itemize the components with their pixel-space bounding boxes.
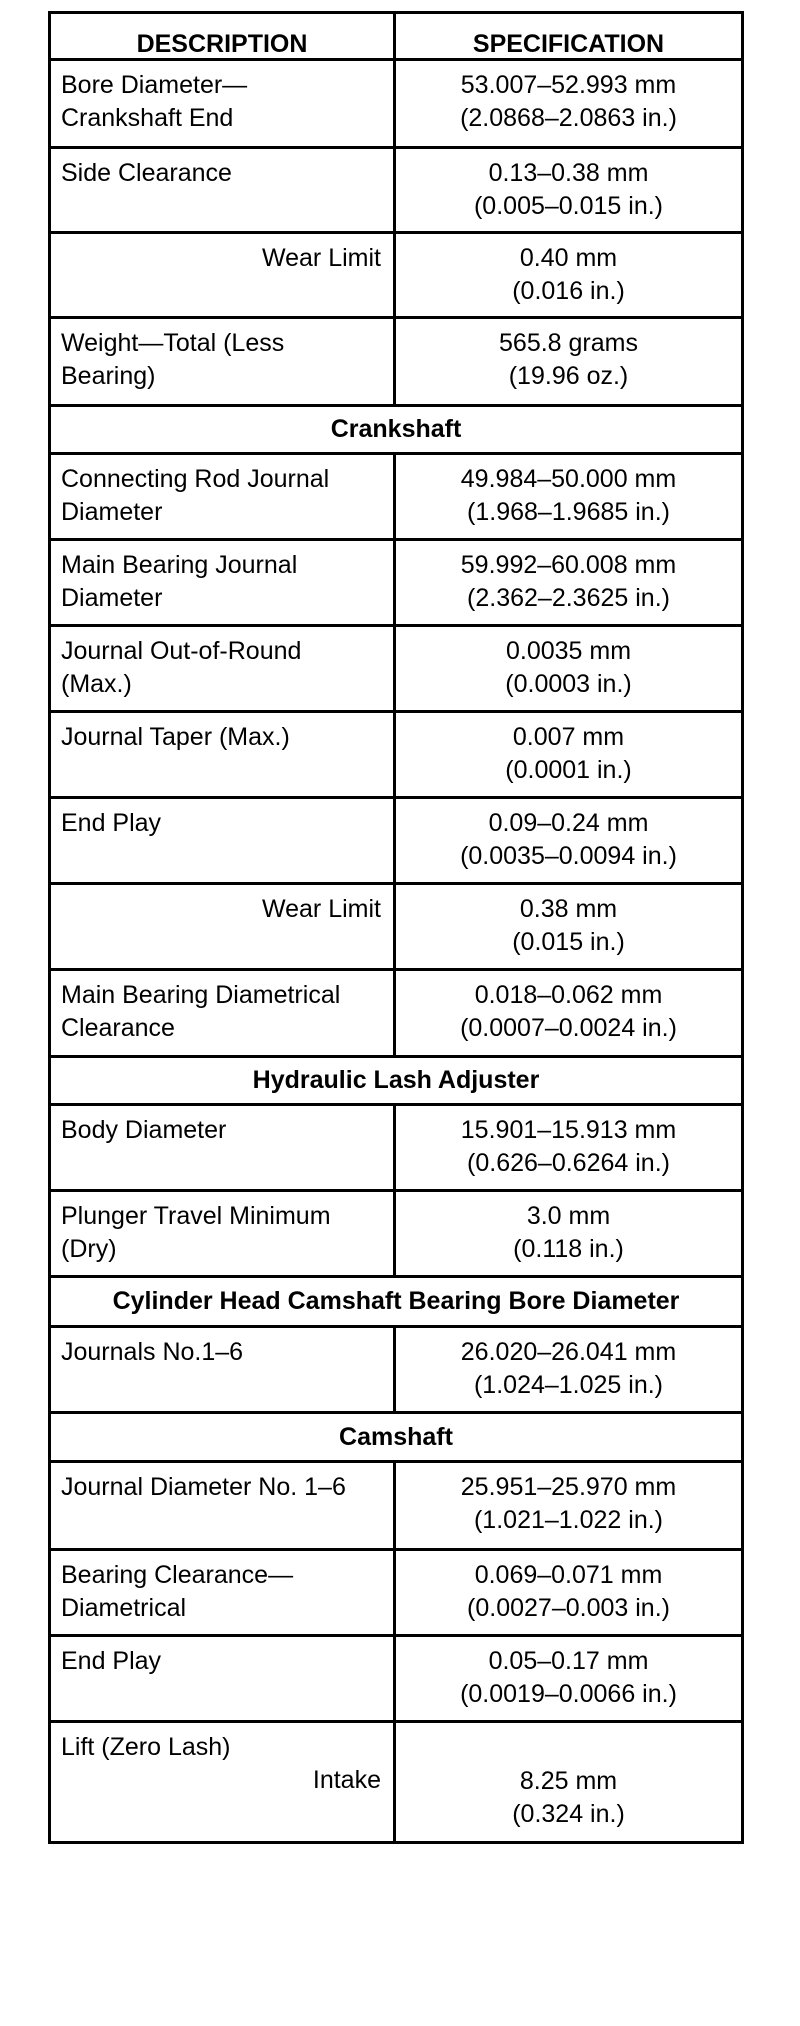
table-row <box>48 455 744 541</box>
table-row <box>48 799 744 885</box>
row-description: Main Bearing Journal <box>61 551 298 579</box>
row-spec-imperial: (0.0007–0.0024 in.) <box>460 1014 677 1042</box>
row-spec-metric: 26.020–26.041 mm <box>460 1338 677 1366</box>
row-description: End Play <box>61 809 162 837</box>
row-description: Bearing Clearance— <box>61 1561 294 1589</box>
table-header <box>48 11 744 61</box>
section-title: Hydraulic Lash Adjuster <box>252 1066 540 1094</box>
row-description: Lift (Zero Lash) <box>61 1733 231 1761</box>
table-row <box>48 1637 744 1723</box>
header-description: DESCRIPTION <box>51 14 396 58</box>
row-spec-metric: 0.13–0.38 mm <box>488 159 649 187</box>
header-specification: SPECIFICATION <box>472 30 665 58</box>
row-spec-metric: 25.951–25.970 mm <box>460 1473 677 1501</box>
row-description: Journal Diameter No. 1–6 <box>61 1473 346 1501</box>
row-description-sub: Intake <box>312 1766 381 1794</box>
section-header <box>48 1278 744 1328</box>
row-description: Journal Out-of-Round <box>61 637 302 665</box>
row-spec-imperial: (1.021–1.022 in.) <box>473 1506 664 1534</box>
row-spec-metric: 15.901–15.913 mm <box>460 1116 677 1144</box>
table-row <box>48 319 744 407</box>
table-row <box>48 627 744 713</box>
section-header <box>48 1414 744 1463</box>
table-row <box>48 234 744 319</box>
row-spec-imperial: (0.0027–0.003 in.) <box>467 1594 670 1622</box>
row-spec-metric: 0.05–0.17 mm <box>488 1647 649 1675</box>
table-row <box>48 61 744 149</box>
row-spec-metric: 49.984–50.000 mm <box>460 465 677 493</box>
row-description-cont: Diametrical <box>61 1594 187 1622</box>
table-row <box>48 713 744 799</box>
table-row <box>48 1723 744 1844</box>
row-spec-metric: 0.069–0.071 mm <box>474 1561 663 1589</box>
section-title: Camshaft <box>339 1422 453 1451</box>
section-title: Crankshaft <box>330 415 462 443</box>
row-spec-imperial: (1.968–1.9685 in.) <box>467 498 670 526</box>
row-description: End Play <box>61 1647 162 1675</box>
row-spec-metric: 565.8 grams <box>499 329 638 357</box>
row-spec-imperial: (0.118 in.) <box>513 1235 624 1263</box>
row-description-cont: Crankshaft End <box>61 104 234 132</box>
row-spec-metric: 0.0035 mm <box>505 637 632 665</box>
row-description-cont: Clearance <box>61 1014 175 1042</box>
table-row <box>48 1106 744 1192</box>
row-description-cont: Diameter <box>61 584 163 612</box>
row-description: Wear Limit <box>261 895 381 923</box>
row-spec-imperial: (0.005–0.015 in.) <box>473 192 664 220</box>
row-description-cont: (Max.) <box>61 670 132 698</box>
row-description: Bore Diameter— <box>61 71 248 99</box>
row-spec-imperial: (19.96 oz.) <box>508 362 629 390</box>
row-spec-metric: 3.0 mm <box>526 1202 611 1230</box>
row-description: Body Diameter <box>61 1116 227 1144</box>
row-spec-imperial: (0.016 in.) <box>512 277 625 305</box>
table-row <box>48 541 744 627</box>
row-spec-imperial: (1.024–1.025 in.) <box>473 1371 664 1399</box>
row-spec-imperial: (2.0868–2.0863 in.) <box>460 104 677 132</box>
table-row <box>48 1551 744 1637</box>
row-spec-metric: 0.40 mm <box>519 244 618 272</box>
table-row <box>48 1192 744 1278</box>
table-row <box>48 1463 744 1551</box>
table-row <box>48 885 744 971</box>
row-description: Journals No.1–6 <box>61 1338 244 1366</box>
row-spec-metric: 53.007–52.993 mm <box>460 71 677 99</box>
section-title: Cylinder Head Camshaft Bearing Bore Diameter <box>112 1287 680 1315</box>
row-description: Main Bearing Diametrical <box>61 981 341 1009</box>
row-spec-imperial: (0.0035–0.0094 in.) <box>460 842 677 870</box>
row-spec-metric: 8.25 mm <box>519 1767 618 1795</box>
row-description-cont: (Dry) <box>61 1235 117 1263</box>
row-spec-metric: 0.38 mm <box>519 895 618 923</box>
row-spec-metric: 59.992–60.008 mm <box>460 551 677 579</box>
row-spec-imperial: (0.0001 in.) <box>505 756 632 784</box>
row-description-cont: Bearing) <box>61 362 156 390</box>
table-row <box>48 971 744 1058</box>
row-description: Connecting Rod Journal <box>61 465 330 493</box>
row-spec-imperial: (0.324 in.) <box>512 1800 625 1828</box>
row-spec-imperial: (0.626–0.6264 in.) <box>467 1149 670 1177</box>
row-description-cont: Diameter <box>61 498 163 526</box>
row-spec-metric: 0.018–0.062 mm <box>474 981 663 1009</box>
table-row <box>48 149 744 234</box>
row-spec-imperial: (2.362–2.3625 in.) <box>467 584 670 612</box>
row-description: Journal Taper (Max.) <box>61 723 290 751</box>
section-header <box>48 407 744 455</box>
row-description: Plunger Travel Minimum <box>61 1202 331 1230</box>
row-description: Wear Limit <box>261 244 381 272</box>
row-spec-imperial: (0.0003 in.) <box>505 670 632 698</box>
row-description: Weight—Total (Less <box>61 329 285 357</box>
table-row <box>48 1328 744 1414</box>
row-spec-imperial: (0.015 in.) <box>512 928 625 956</box>
section-header <box>48 1058 744 1106</box>
row-description: Side Clearance <box>61 159 232 187</box>
row-spec-metric: 0.007 mm <box>512 723 625 751</box>
row-spec-imperial: (0.0019–0.0066 in.) <box>460 1680 677 1708</box>
spec-table <box>48 11 744 1844</box>
row-spec-metric: 0.09–0.24 mm <box>488 809 649 837</box>
